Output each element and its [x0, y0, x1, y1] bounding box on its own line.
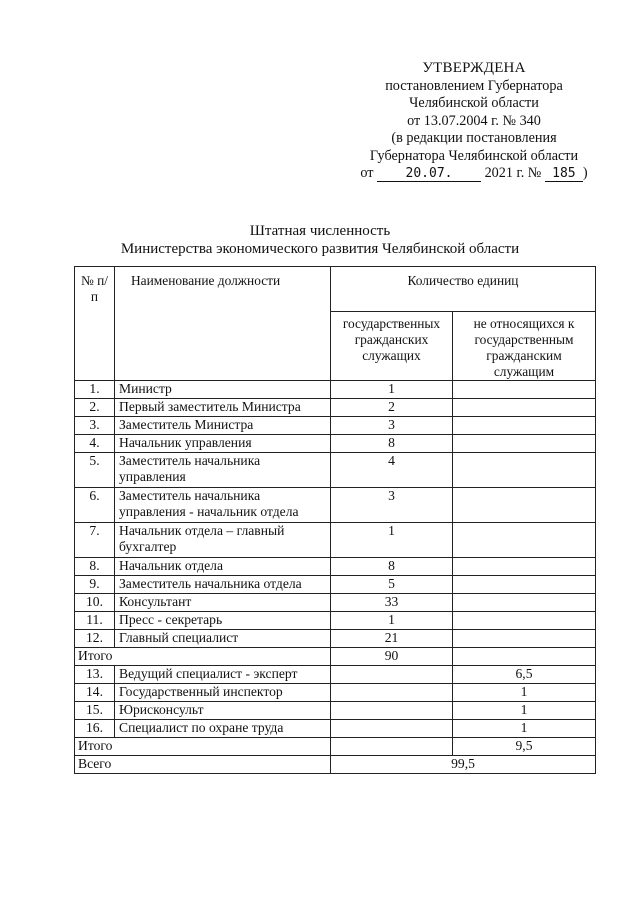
table-row [75, 702, 596, 720]
approval-line-3: от 13.07.2004 г. № 340 [407, 112, 541, 129]
row-noncivil-count [453, 381, 596, 399]
subtotal-label: Итого [75, 648, 331, 666]
row-number: 10. [75, 594, 115, 612]
row-number: 6. [75, 488, 115, 523]
total-value: 99,5 [331, 756, 596, 774]
header-noncivil: не относящихся к государственным гражданским служащим [453, 312, 596, 381]
approval-line-4: (в редакции постановления [391, 130, 557, 146]
row-position-name: Консультант [115, 594, 331, 612]
row-noncivil-count: 1 [453, 720, 596, 738]
table-row [75, 594, 596, 612]
table-row [75, 684, 596, 702]
row-position-name: Специалист по охране труда [115, 720, 331, 738]
row-civil-count: 8 [331, 558, 453, 576]
approval-line-2: Челябинской области [409, 95, 539, 111]
row-civil-count: 4 [331, 453, 453, 488]
subtotal-value: 9,5 [453, 738, 596, 756]
date-value: 20.07. [405, 166, 453, 181]
row-civil-count: 1 [331, 612, 453, 630]
row-number: 11. [75, 612, 115, 630]
row-civil-count [331, 684, 453, 702]
approval-stamp [354, 60, 594, 183]
table-row [75, 576, 596, 594]
row-number: 13. [75, 666, 115, 684]
header-name: Наименование должности [115, 267, 331, 381]
row-noncivil-count [453, 488, 596, 523]
close-paren: ) [582, 165, 588, 181]
row-civil-count [331, 702, 453, 720]
row-number: 8. [75, 558, 115, 576]
row-noncivil-count: 1 [453, 702, 596, 720]
total-row [75, 756, 596, 774]
row-number: 5. [75, 453, 115, 488]
row-noncivil-count [453, 453, 596, 488]
row-position-name: Заместитель начальника управления [115, 453, 331, 488]
row-noncivil-count [453, 417, 596, 435]
row-number: 4. [75, 435, 115, 453]
row-number: 15. [75, 702, 115, 720]
row-civil-count: 3 [331, 488, 453, 523]
row-civil-count: 2 [331, 399, 453, 417]
header-num: № п/п [75, 267, 115, 381]
row-position-name: Заместитель Министра [115, 417, 331, 435]
table-row [75, 381, 596, 399]
title-line-1: Штатная численность [249, 223, 391, 239]
row-position-name: Начальник отдела [115, 558, 331, 576]
approval-date-line [354, 165, 594, 183]
row-noncivil-count [453, 558, 596, 576]
row-position-name: Ведущий специалист - эксперт [115, 666, 331, 684]
row-position-name: Первый заместитель Министра [115, 399, 331, 417]
row-civil-count [331, 720, 453, 738]
row-number: 9. [75, 576, 115, 594]
empty-cell [453, 648, 596, 666]
total-label: Всего [75, 756, 331, 774]
row-noncivil-count: 6,5 [453, 666, 596, 684]
row-civil-count: 3 [331, 417, 453, 435]
table-row [75, 399, 596, 417]
row-civil-count: 5 [331, 576, 453, 594]
row-position-name: Заместитель начальника отдела [115, 576, 331, 594]
row-number: 2. [75, 399, 115, 417]
row-position-name: Государственный инспектор [115, 684, 331, 702]
empty-cell [331, 738, 453, 756]
title-line-2: Министерства экономического развития Челябинской области [120, 241, 520, 257]
row-noncivil-count [453, 435, 596, 453]
subtotal-row-noncivil [75, 738, 596, 756]
row-noncivil-count: 1 [453, 684, 596, 702]
row-position-name: Заместитель начальника управления - начальник отдела [115, 488, 331, 523]
table-row [75, 720, 596, 738]
table-row [75, 630, 596, 648]
approval-line-1: постановлением Губернатора [385, 77, 563, 94]
row-noncivil-count [453, 612, 596, 630]
row-civil-count: 1 [331, 523, 453, 558]
row-noncivil-count [453, 399, 596, 417]
row-noncivil-count [453, 594, 596, 612]
approval-heading: УТВЕРЖДЕНА [422, 60, 526, 76]
row-civil-count: 1 [331, 381, 453, 399]
table-row [75, 558, 596, 576]
row-number: 16. [75, 720, 115, 738]
row-position-name: Начальник управления [115, 435, 331, 453]
table-row [75, 612, 596, 630]
row-position-name: Начальник отдела – главный бухгалтер [115, 523, 331, 558]
row-position-name: Юрисконсульт [115, 702, 331, 720]
ot-label: от [360, 165, 374, 181]
table-row [75, 488, 596, 523]
civil-rows [75, 381, 596, 648]
row-noncivil-count [453, 630, 596, 648]
row-noncivil-count [453, 523, 596, 558]
row-noncivil-count [453, 576, 596, 594]
row-position-name: Министр [115, 381, 331, 399]
header-civil: государственных гражданских служащих [331, 312, 453, 381]
subtotal-value: 90 [331, 648, 453, 666]
row-civil-count: 21 [331, 630, 453, 648]
table-row [75, 523, 596, 558]
row-position-name: Пресс - секретарь [115, 612, 331, 630]
noncivil-rows [75, 666, 596, 738]
row-number: 3. [75, 417, 115, 435]
table-row [75, 417, 596, 435]
row-number: 7. [75, 523, 115, 558]
document-title [0, 222, 640, 258]
subtotal-label: Итого [75, 738, 331, 756]
header-quantity: Количество единиц [331, 267, 596, 312]
approval-line-5: Губернатора Челябинской области [369, 147, 579, 164]
row-civil-count: 8 [331, 435, 453, 453]
year-label: 2021 г. № [484, 165, 542, 181]
subtotal-row-civil [75, 648, 596, 666]
handwritten-number [545, 166, 583, 182]
row-number: 12. [75, 630, 115, 648]
row-number: 14. [75, 684, 115, 702]
number-value: 185 [552, 166, 576, 181]
row-position-name: Главный специалист [115, 630, 331, 648]
table-row [75, 666, 596, 684]
table-header-row [75, 267, 596, 312]
table-row [75, 453, 596, 488]
table-row [75, 435, 596, 453]
row-civil-count: 33 [331, 594, 453, 612]
staff-table [74, 266, 596, 774]
row-number: 1. [75, 381, 115, 399]
row-civil-count [331, 666, 453, 684]
handwritten-date [377, 166, 481, 182]
